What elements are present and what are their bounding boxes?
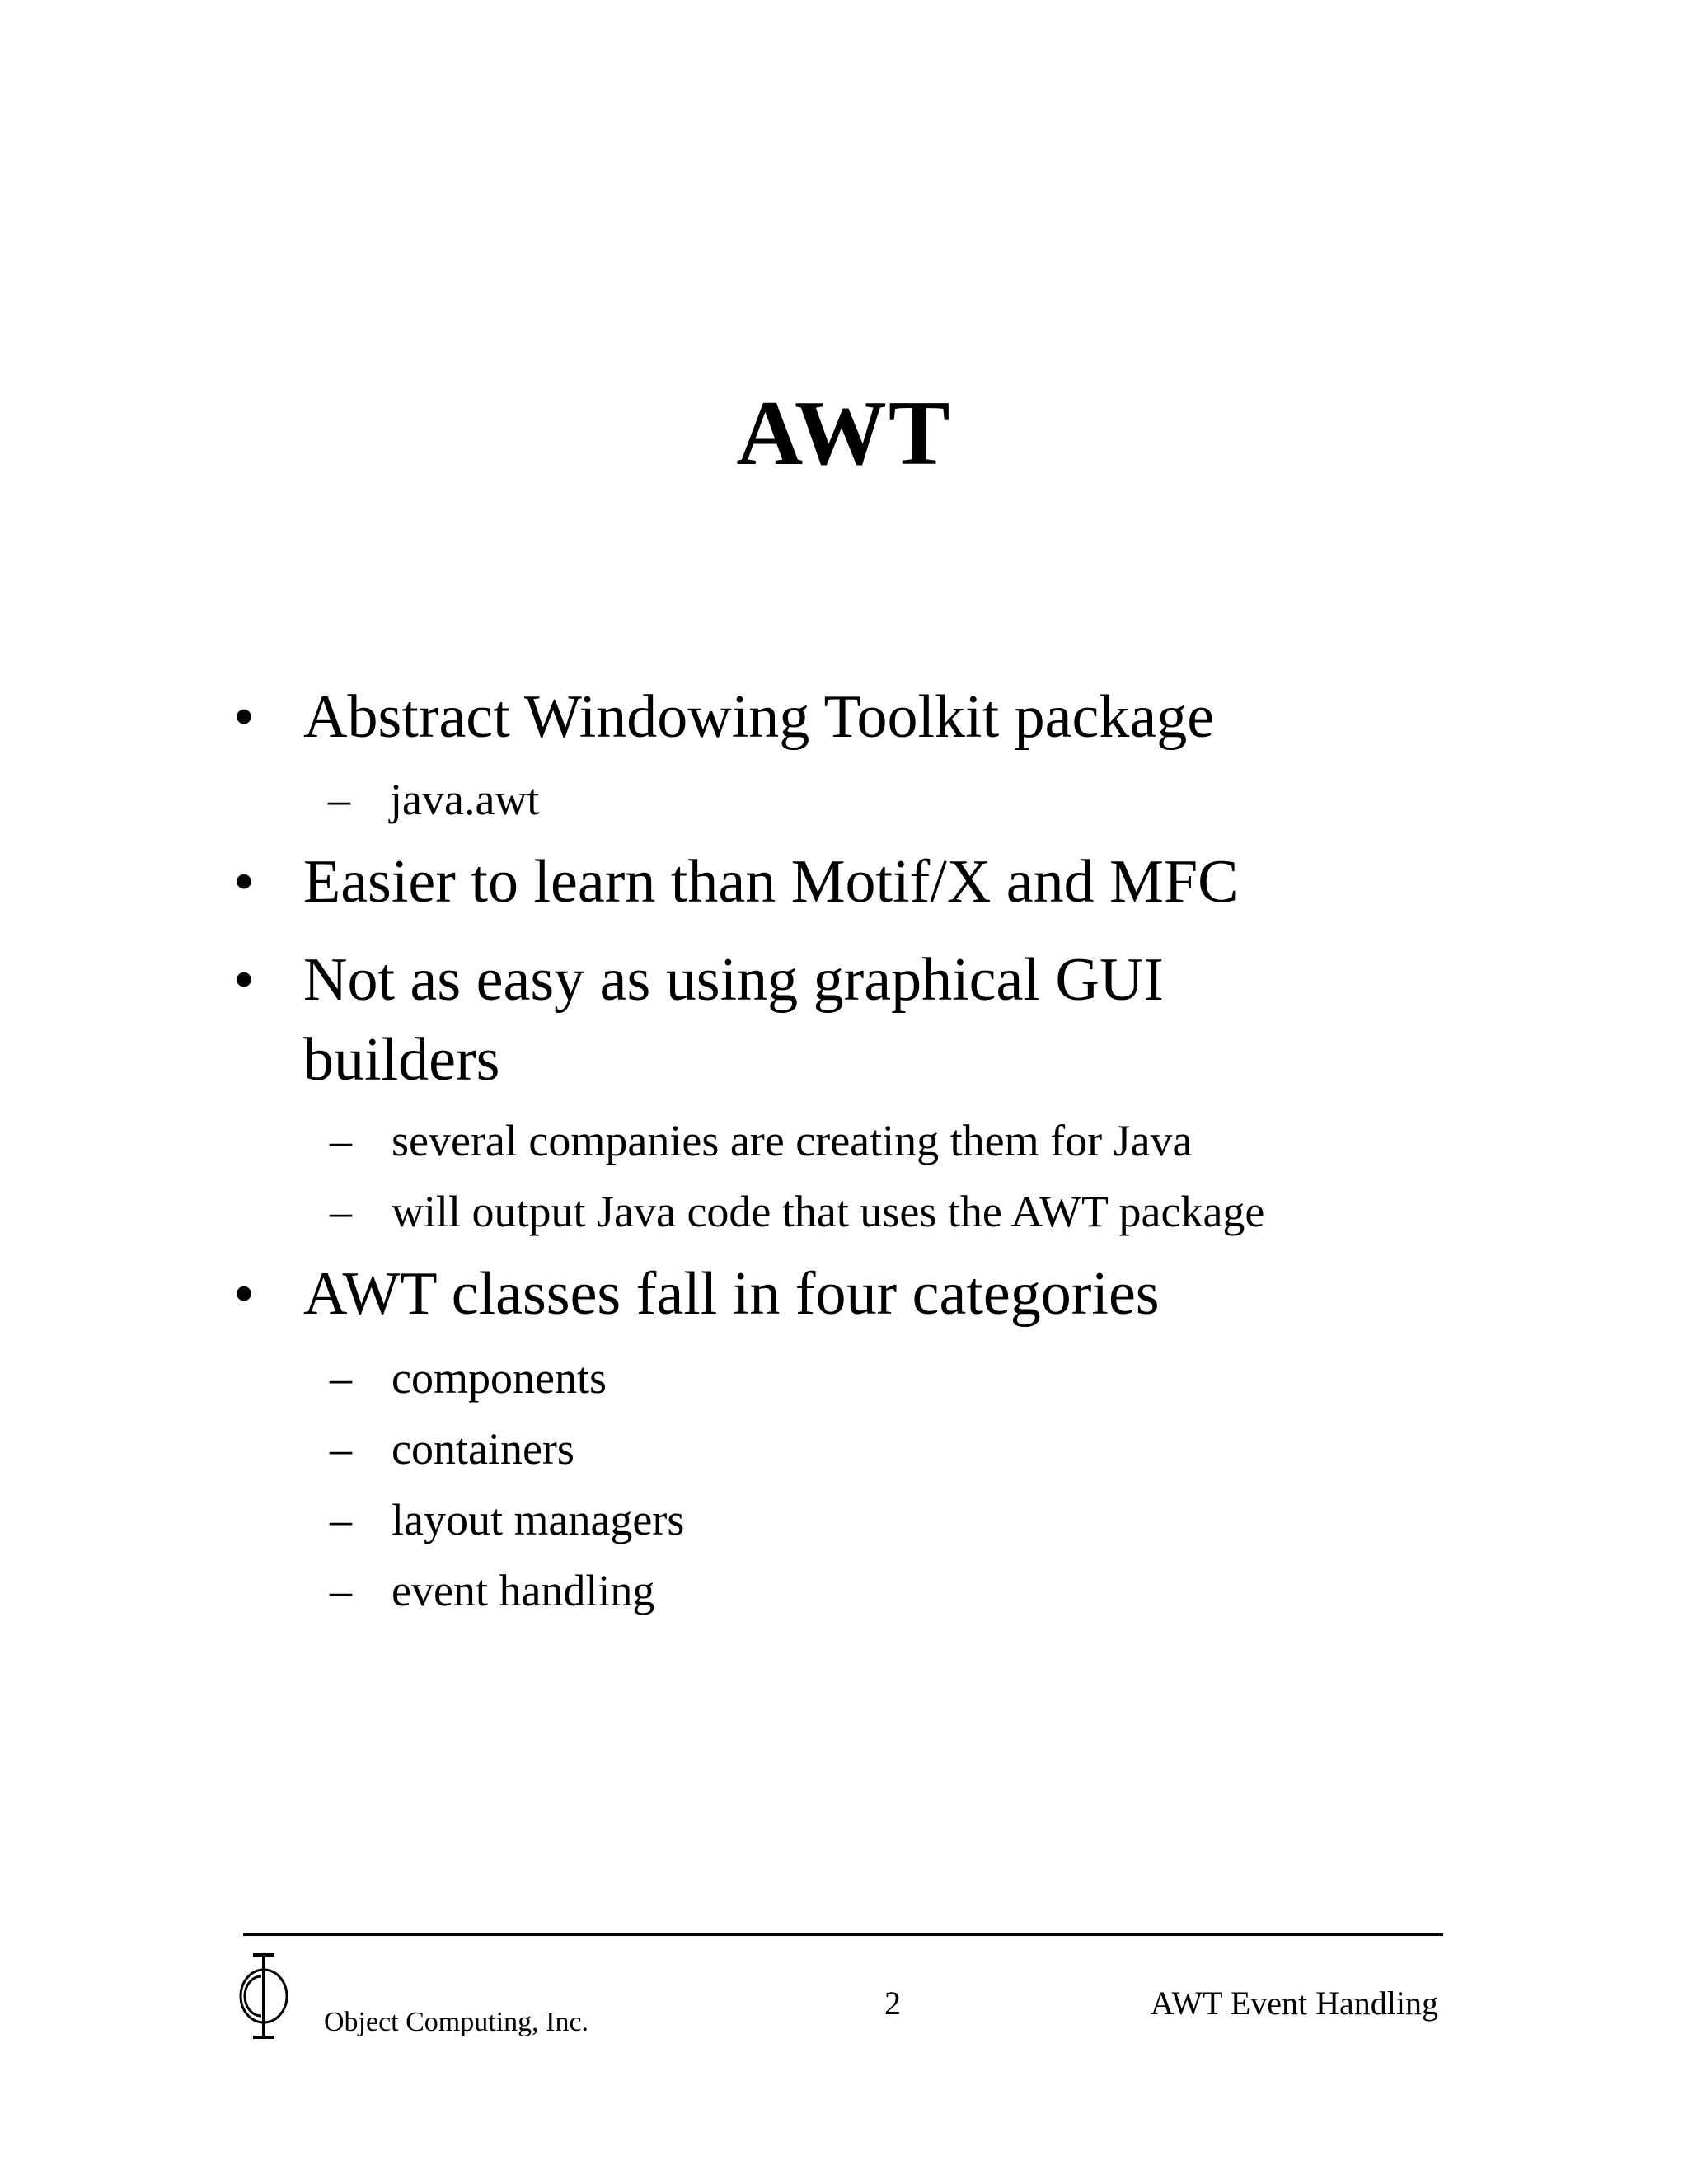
sub-item — [328, 773, 539, 826]
company-name: Object Computing, Inc. — [324, 2007, 589, 2037]
sub-marker: – — [330, 1116, 352, 1165]
bullet-text: Abstract Windowing Toolkit package — [303, 683, 1215, 751]
page-number: 2 — [884, 1985, 901, 2022]
sub-marker: – — [330, 1424, 352, 1474]
sub-item — [330, 1185, 1264, 1238]
company-logo-icon — [235, 1952, 293, 2041]
document-title: AWT Event Handling — [1150, 1985, 1438, 2022]
sub-item — [330, 1352, 607, 1404]
bullet-marker: • — [233, 1260, 255, 1328]
sub-marker: – — [330, 1566, 352, 1615]
bullet-marker: • — [233, 683, 255, 751]
bullet-item — [233, 940, 1264, 1100]
bullet-item — [233, 677, 1387, 757]
sub-marker: – — [330, 1495, 352, 1544]
sub-marker: – — [330, 1187, 352, 1236]
sub-text: will output Java code that uses the AWT package — [392, 1187, 1265, 1236]
bullet-item — [233, 842, 1387, 922]
bullet-text: AWT classes fall in four categories — [303, 1260, 1160, 1328]
bullet-item — [233, 1254, 1387, 1334]
sub-marker: – — [328, 775, 350, 824]
footer-divider — [243, 1933, 1443, 1936]
sub-text: components — [392, 1353, 607, 1403]
bullet-marker: • — [233, 946, 255, 1014]
sub-text: event handling — [392, 1566, 655, 1615]
sub-text: java.awt — [390, 775, 540, 824]
bullet-text: Easier to learn than Motif/X and MFC — [303, 848, 1239, 916]
sub-text: several companies are creating them for Java — [392, 1116, 1193, 1165]
bullet-marker: • — [233, 848, 255, 916]
sub-item — [330, 1493, 684, 1546]
page-title: AWT — [736, 382, 952, 485]
bullet-text: Not as easy as using graphical GUI builders — [303, 946, 1164, 1094]
sub-text: layout managers — [392, 1495, 685, 1544]
sub-text: containers — [392, 1424, 574, 1474]
sub-item — [330, 1114, 1193, 1167]
sub-item — [330, 1564, 654, 1617]
sub-marker: – — [330, 1353, 352, 1403]
sub-item — [330, 1422, 574, 1475]
